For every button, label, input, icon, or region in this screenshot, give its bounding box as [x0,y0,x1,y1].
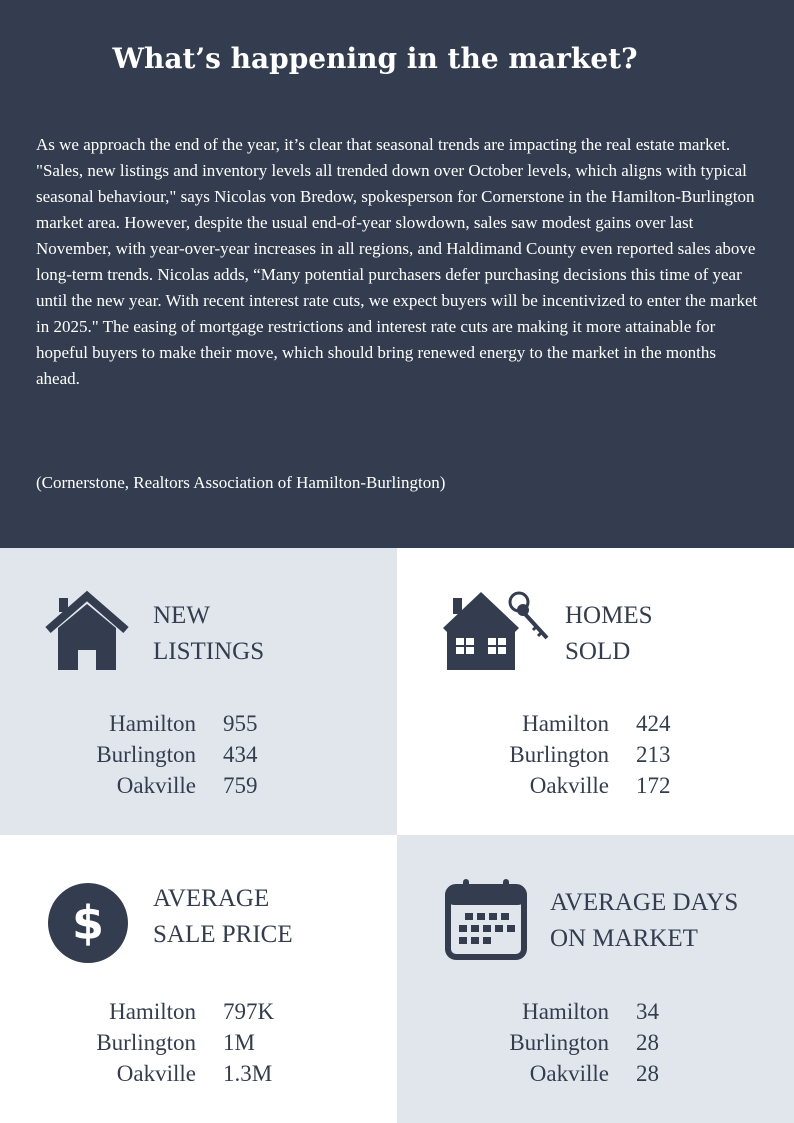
table-row: Hamilton 424 [522,711,671,736]
house-key-icon [441,588,553,672]
homes-sold-panel [397,548,794,835]
table-row: Hamilton 955 [109,711,258,736]
table-row: Hamilton 797K [109,999,275,1024]
stats-table [46,996,274,1089]
table-row: Oakville 1.3M [116,1061,273,1086]
average-sale-price-panel [0,835,397,1123]
new-listings-panel [0,548,397,835]
calendar-icon [445,877,527,961]
panel-heading: NEW LISTINGS [153,602,265,665]
table-row: Oakville 28 [529,1061,659,1086]
panel-heading: AVERAGE DAYS ON MARKET [550,889,739,952]
table-row: Burlington 28 [509,1030,659,1055]
panel-heading: AVERAGE SALE PRICE [153,885,293,948]
svg-text:$: $ [71,896,105,950]
house-icon [44,590,130,672]
dollar-icon [47,882,129,964]
stats-table [459,708,671,801]
table-row: Burlington 213 [509,742,671,767]
market-summary-section [0,0,794,548]
average-days-panel [397,835,794,1123]
source-citation: (Cornerstone, Realtors Association of Hamilton-Burlington) [36,473,446,492]
table-row: Oakville 172 [529,773,671,798]
table-row: Oakville 759 [116,773,258,798]
page-title: What’s happening in the market? [112,42,638,75]
table-row: Burlington 434 [96,742,258,767]
table-row: Burlington 1M [96,1030,255,1055]
market-paragraph: As we approach the end of the year, it’s clear that seasonal trends are impacting the real estate market. "Sales, new listings and inventory levels all trended down over October levels, which aligns with typical seasonal behaviour," says Nicolas von Bredow, spokesperson for Cornerstone in the Hamilton-Burlington market area. However, despite the usual end-of-year slowdown, sales saw modest gains over last November, with year-over-year increases in all regions, and Haldimand County even reported sales above long-term trends. Nicolas adds, “Many potential purchasers defer purchasing decisions this time of year until the new year. With recent interest rate cuts, we expect buyers will be incentivized to enter the market in 2025." The easing of mortgage restrictions and interest rate cuts are making it more attainable for hopeful buyers to make their move, which should bring renewed energy to the market in the months ahead. [36,135,758,388]
stats-table [459,996,659,1089]
table-row: Hamilton 34 [522,999,659,1024]
stats-table [46,708,258,801]
panel-heading: HOMES SOLD [565,602,653,665]
